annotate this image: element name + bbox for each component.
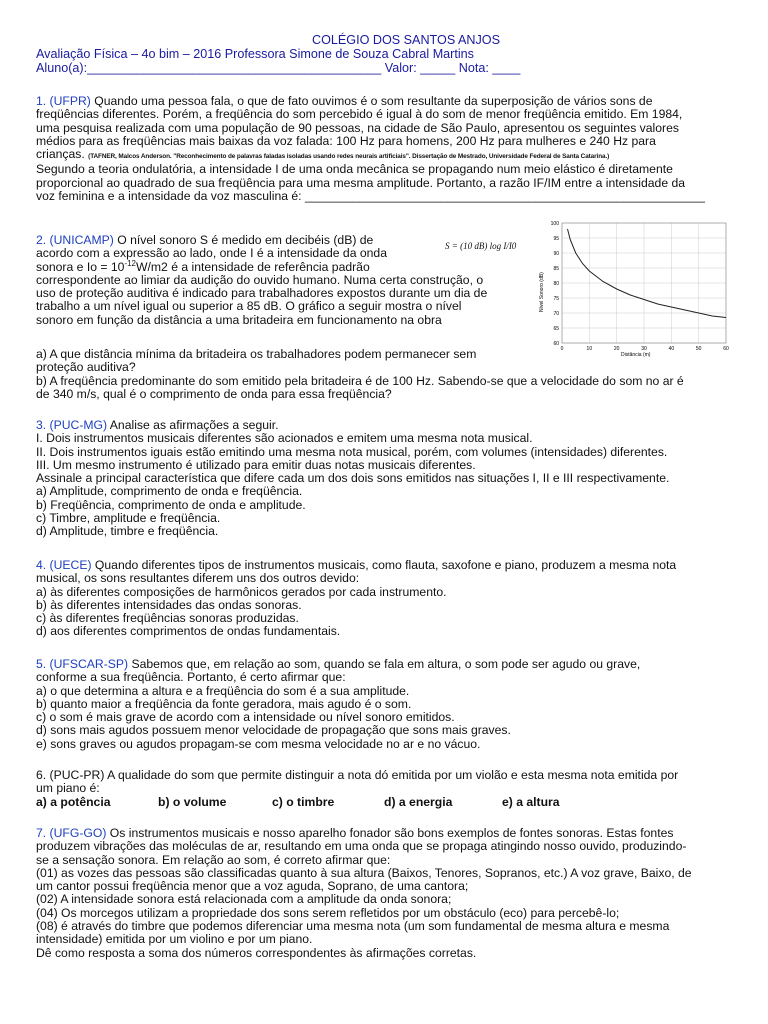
q1-line: Quando uma pessoa fala, o que de fato ouvimos é o som resultante da superposição de vários sons de bbox=[90, 94, 653, 108]
q7-line: produzem vibrações das moléculas de ar, resultando em uma onda que se propaga atingindo nosso ouvido, produzindo- bbox=[36, 839, 687, 854]
header bbox=[36, 33, 736, 75]
q4-option: b) às diferentes intensidades das ondas sonoras. bbox=[36, 597, 302, 612]
q7-line: se a sensação sonora. Em relação ao som, é correto afirmar que: bbox=[36, 852, 391, 867]
chart-x-tick: 0 bbox=[560, 346, 564, 352]
q4-line: Quando diferentes tipos de instrumentos musicais, como flauta, saxofone e piano, produzem a mesma nota bbox=[91, 558, 677, 572]
q3-line: II. Dois instrumentos iguais estão emitindo uma mesma nota musical, porém, com volumes (intensidades) diferentes. bbox=[36, 444, 668, 459]
question-5 bbox=[36, 658, 736, 751]
chart-x-tick: 30 bbox=[641, 346, 647, 352]
q2-item-a: proteção auditiva? bbox=[36, 360, 136, 375]
chart-x-tick: 60 bbox=[723, 346, 729, 352]
q5-option: b) quanto maior a freqüência da fonte geradora, mais agudo é o som. bbox=[36, 696, 412, 711]
q3-option: a) Amplitude, comprimento de onda e freqüência. bbox=[36, 484, 303, 499]
chart-y-label: Nível Sonoro (dB) bbox=[539, 272, 545, 312]
chart-x-tick: 10 bbox=[586, 346, 593, 352]
chart-y-tick: 75 bbox=[553, 295, 559, 302]
q2-item-b: de 340 m/s, qual é o comprimento de onda para essa freqüência? bbox=[36, 386, 392, 401]
q3-line: Analise as afirmações a seguir. bbox=[107, 418, 279, 432]
chart-y-tick: 65 bbox=[553, 325, 559, 332]
q4-option: d) aos diferentes comprimentos de ondas fundamentais. bbox=[36, 624, 341, 639]
q6-option-b: b) o volume bbox=[158, 794, 227, 809]
chart-y-tick: 60 bbox=[553, 340, 559, 347]
question-4 bbox=[36, 559, 736, 639]
q1-reference: (TAFNER, Malcos Anderson. "Reconhecimento de palavras faladas isoladas usando redes neurais artificiais". Dissertação de Mestrado, Universidade Federal de Santa Catarina.) bbox=[88, 153, 610, 161]
q2-line: W/m2 é a intensidade de referência padrão bbox=[136, 259, 370, 274]
q1-line: proporcional ao quadrado de sua freqüência para uma mesma amplitude. Portanto, a razão IF/IM entre a intensidade da bbox=[36, 175, 686, 190]
q3-option: c) Timbre, amplitude e freqüência. bbox=[36, 511, 221, 526]
chart-y-tick: 85 bbox=[553, 265, 559, 272]
q3-line: I. Dois instrumentos musicais diferentes são acionados e emitem uma mesma nota musical. bbox=[36, 431, 533, 446]
q6-line: 6. (PUC-PR) A qualidade do som que permite distinguir a nota dó emitida por um violão e esta mesma nota emitida por bbox=[36, 768, 679, 782]
q1-line: freqüências diferentes. Porém, a freqüência do som percebido é igual à do som de menor freqüência emitido. Em 1984, bbox=[36, 107, 683, 122]
q2-line: acordo com a expressão ao lado, onde I é a intensidade da onda bbox=[36, 246, 387, 261]
q6-line: um piano é: bbox=[36, 781, 100, 796]
q7-option: (04) Os morcegos utilizam a propriedade dos sons serem refletidos por um obstáculo (eco) para percebê-lo; bbox=[36, 905, 620, 920]
q5-tag: 5. (UFSCAR-SP) bbox=[36, 657, 129, 671]
q7-line: Dê como resposta a soma dos números correspondentes às afirmações corretas. bbox=[36, 945, 477, 960]
q3-option: b) Freqüência, comprimento de onda e amplitude. bbox=[36, 497, 306, 512]
q7-tag: 7. (UFG-GO) bbox=[36, 826, 107, 840]
q2-line: uso de proteção auditiva é indicado para trabalhadores expostos durante um dia de bbox=[36, 286, 488, 301]
chart-x-tick: 20 bbox=[613, 346, 620, 352]
chart-y-tick: 100 bbox=[550, 220, 559, 227]
q5-line: conforme a sua freqüência. Portanto, é certo afirmar que: bbox=[36, 670, 346, 685]
chart-x-label: Distância (m) bbox=[621, 352, 651, 357]
q7-option: (08) é através do timbre que podemos diferenciar uma mesma nota (um som fundamental de mesma altura e mesma bbox=[36, 919, 670, 934]
q7-option: um cantor possui freqüência menor que a voz aguda, Soprano, de uma cantora; bbox=[36, 879, 469, 894]
q4-option: c) às diferentes freqüências sonoras produzidas. bbox=[36, 611, 299, 626]
q6-option-a: a) a potência bbox=[36, 794, 111, 809]
q5-option: d) sons mais agudos possuem menor velocidade de propagação que sons mais graves. bbox=[36, 723, 511, 738]
q5-option: a) o que determina a altura e a freqüência do som é a sua amplitude. bbox=[36, 683, 410, 698]
q2-line: correspondente ao limiar da audição do ouvido humano. Numa certa construção, o bbox=[36, 272, 484, 287]
chart-y-tick: 70 bbox=[553, 310, 559, 317]
header-line2: Avaliação Física – 4o bim – 2016 Professora Simone de Souza Cabral Martins bbox=[36, 47, 474, 61]
chart-y-tick: 90 bbox=[553, 250, 559, 257]
q2-line: O nível sonoro S é medido em decibéis (dB) de bbox=[113, 233, 374, 247]
question-2-items bbox=[36, 348, 736, 401]
q6-option-d: d) a energia bbox=[384, 794, 453, 809]
q3-line: Assinale a principal característica que difere cada um dos dois sons emitidos nas situações I, II e III respectivamente. bbox=[36, 471, 670, 486]
q3-line: III. Um mesmo instrumento é utilizado para emitir duas notas musicais diferentes. bbox=[36, 457, 476, 472]
q5-line: Sabemos que, em relação ao som, quando se fala em altura, o som pode ser agudo ou grave, bbox=[128, 657, 641, 671]
q1-line: médios para as freqüências mais baixas da voz falada: 100 Hz para homens, 200 Hz para mulheres e 240 Hz para bbox=[36, 133, 656, 148]
q3-tag: 3. (PUC-MG) bbox=[36, 418, 108, 432]
q2-item-b: b) A freqüência predominante do som emitido pela britadeira é de 100 Hz. Sabendo-se que a velocidade do som no ar é bbox=[36, 373, 684, 388]
question-7 bbox=[36, 827, 736, 960]
q1-line: voz feminina e a intensidade da voz masculina é: ___________________________________________________________ bbox=[36, 189, 705, 204]
chart-x-tick: 50 bbox=[695, 346, 702, 352]
q4-line: musical, os sons resultantes diferem uns dos outros devido: bbox=[36, 571, 360, 586]
school-name: COLÉGIO DOS SANTOS ANJOS bbox=[311, 33, 501, 47]
q1-tag: 1. (UFPR) bbox=[36, 94, 91, 108]
q2-line: sonoro em função da distância a uma britadeira em funcionamento na obra bbox=[36, 312, 442, 327]
q2-item-a: a) A que distância mínima da britadeira os trabalhadores podem permanecer sem bbox=[36, 347, 477, 361]
q2-line: sonora e Io = 10 bbox=[36, 259, 125, 274]
q6-option-c: c) o timbre bbox=[272, 794, 335, 809]
q7-option: (01) as vozes das pessoas são classificadas quanto à sua altura (Baixos, Tenores, Sopranos, etc.) A voz grave, Baixo, de bbox=[36, 865, 692, 880]
chart-y-tick: 80 bbox=[553, 280, 559, 287]
question-6 bbox=[36, 769, 736, 810]
q6-option-e: e) a altura bbox=[502, 794, 560, 809]
sound-level-formula: S = (10 dB) log I/I0 bbox=[445, 241, 517, 251]
question-1 bbox=[36, 95, 736, 203]
q2-tag: 2. (UNICAMP) bbox=[36, 233, 114, 247]
sound-level-chart bbox=[536, 217, 736, 357]
q7-line: Os instrumentos musicais e nosso aparelho fonador são bons exemplos de fontes sonoras. Estas fontes bbox=[106, 826, 674, 840]
question-3 bbox=[36, 419, 736, 539]
header-line3: Aluno(a):__________________________________________ Valor: _____ Nota: ____ bbox=[36, 61, 521, 75]
chart-y-tick: 95 bbox=[553, 235, 559, 242]
q5-option: c) o som é mais grave de acordo com a intensidade ou nível sonoro emitidos. bbox=[36, 710, 455, 725]
q4-tag: 4. (UECE) bbox=[36, 558, 92, 572]
chart-x-tick: 40 bbox=[668, 346, 675, 352]
q1-line: Segundo a teoria ondulatória, a intensidade I de uma onda mecânica se propagando num meio elástico é diretamente bbox=[36, 162, 673, 177]
q5-option: e) sons graves ou agudos propagam-se com mesma velocidade no ar e no vácuo. bbox=[36, 736, 481, 751]
q1-line: crianças. bbox=[36, 147, 85, 162]
q2-line: trabalho a um nível igual ou superior a 85 dB. O gráfico a seguir mostra o nível bbox=[36, 299, 462, 314]
q4-option: a) às diferentes composições de harmônicos gerados por cada instrumento. bbox=[36, 584, 447, 599]
q7-option: intensidade) emitida por um violino e por um piano. bbox=[36, 932, 313, 947]
q7-option: (02) A intensidade sonora está relacionada com a amplitude da onda sonora; bbox=[36, 892, 452, 907]
question-2 bbox=[36, 234, 516, 327]
q1-line: uma pesquisa realizada com uma população de 90 pessoas, na cidade de São Paulo, apresentou os seguintes valores bbox=[36, 120, 679, 135]
chart-series-line bbox=[568, 229, 727, 318]
q3-option: d) Amplitude, timbre e freqüência. bbox=[36, 524, 219, 539]
q2-exponent: -12 bbox=[124, 258, 136, 268]
